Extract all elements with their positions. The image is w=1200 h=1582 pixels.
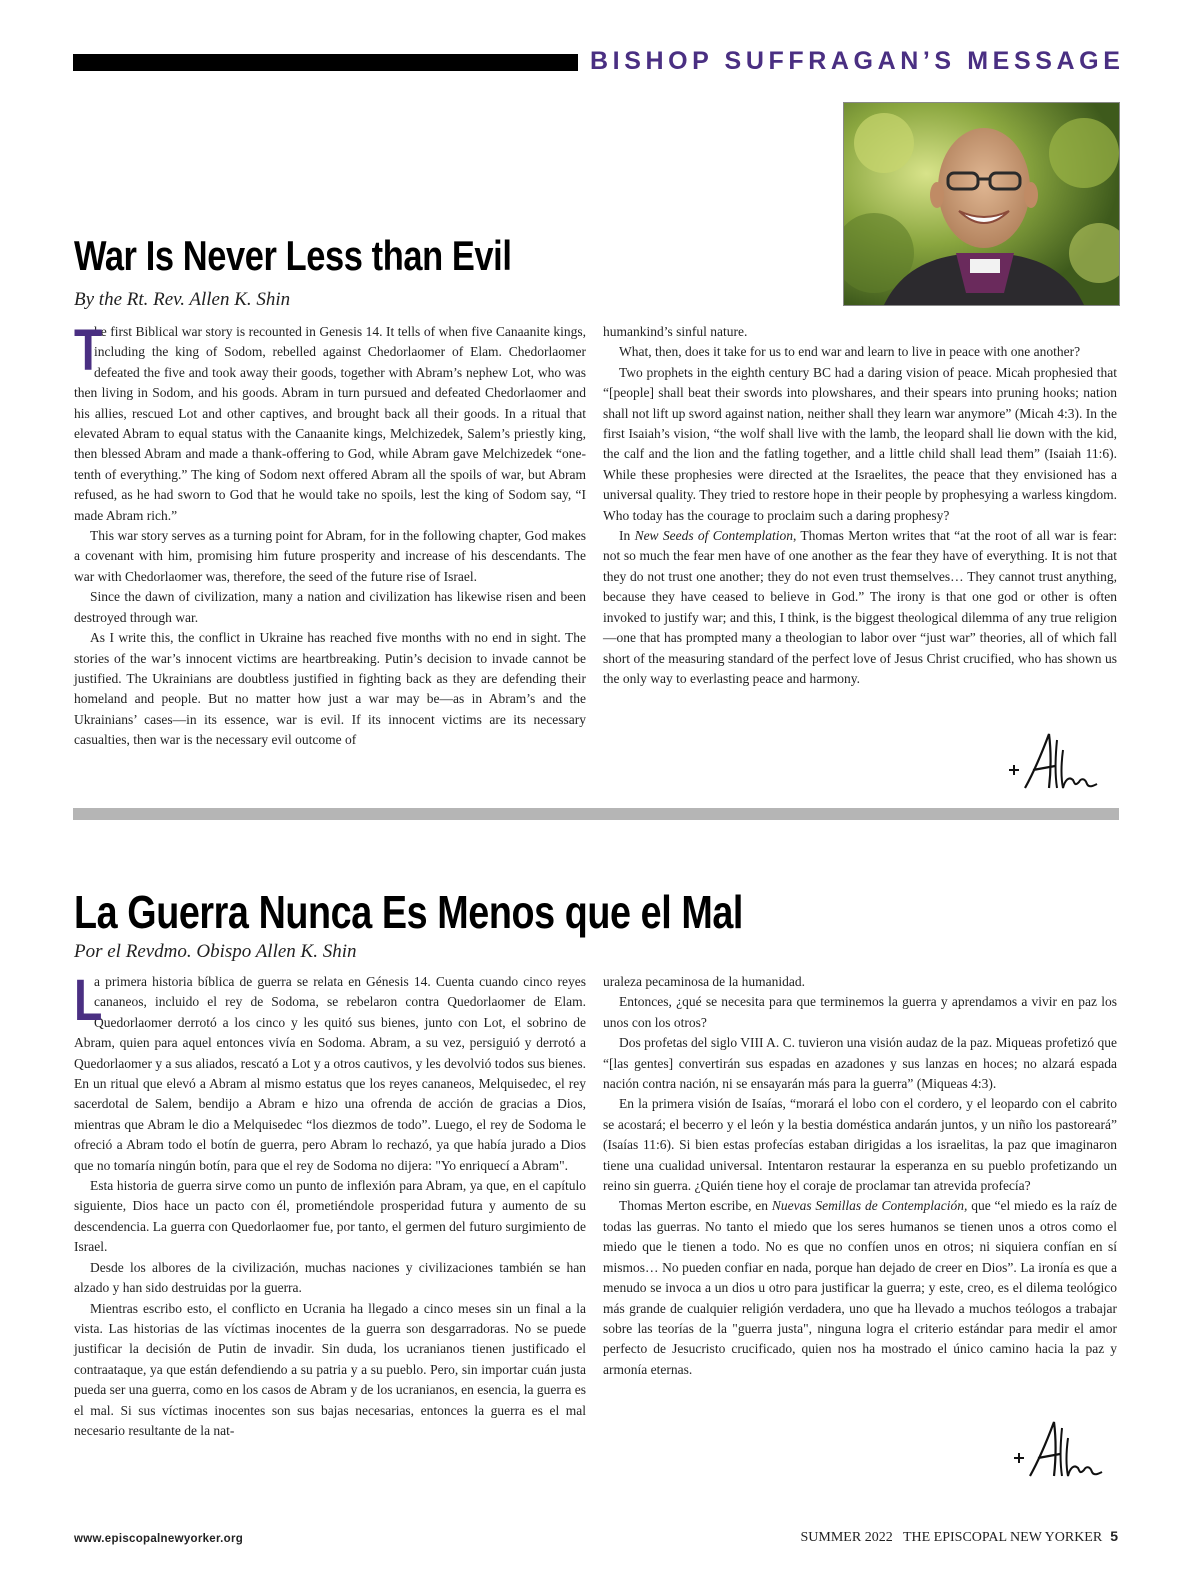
signature-allen bbox=[1005, 730, 1100, 800]
spanish-paragraph-3: Desde los albores de la civilización, muchas naciones y civilizaciones también se han alzado y han sido destruidas por la guerra. bbox=[74, 1259, 586, 1296]
spanish-paragraph-1: L a primera historia bíblica de guerra se relata en Génesis 14. Cuenta cuando cinco reyes cananeos, incluido el rey de Sodoma, se rebelaron contra Quedorlaomer de Elam. Quedorlaomer derrotó a los cinco y les quitó sus bienes, junto con Lot, el sobrino de Abram, quien para aquel entonces vivía en Sodoma. Abram, a su vez, persiguió y derrotó a Quedorlaomer y a sus aliados, rescató a Lot y a otros cautivos, y les devolvió todos sus bienes. En un ritual que elevó a Abram al mismo estatus que los reyes cananeos, Melquisedec, el rey sacerdotal de Salem, bendijo a Abram e hizo una ofrenda de acción de gracias a Dios, mientras que Abram le dio a Melquisedec “los diezmos de todo”. Luego, el rey de Sodoma le ofreció a Abram todo el botín de guerra, pero Abram lo rechazó, ya que había jurado a Dios que no tomaría ningún botín, para que el rey de Sodoma no dijera: "Yo enriquecí a Abram". bbox=[74, 968, 586, 1173]
english-paragraph-3: Since the dawn of civilization, many a nation and civilization has likewise risen and been destroyed through war. bbox=[74, 589, 586, 625]
page-number: 5 bbox=[1110, 1528, 1118, 1544]
spanish-paragraph-8: En la primera visión de Isaías, “morará el lobo con el cordero, y el leopardo con el cabrito se acostará; el becerro y el león y la bestia doméstica andarán juntos, y un niño los pastoreará” (Isaías 11:6). Si bien estas profecías estaban dirigidas a los israelitas, la paz que imaginaron tiene una cualidad universal. Intentaron restaurar la esperanza en su pueblo profetizando un reino sin guerra. ¿Quién tiene hoy el coraje de proclamar tan atrevida profecía? bbox=[603, 1096, 1117, 1194]
spanish-byline: Por el Revdmo. Obispo Allen K. Shin bbox=[74, 941, 357, 962]
footer-website-link[interactable]: www.episcopalnewyorker.org bbox=[74, 1533, 244, 1545]
english-paragraph-1: T he first Biblical war story is recounted in Genesis 14. It tells of when five Canaanite kings, including the king of Sodom, rebelled against Chedorlaomer of Elam. Chedorlaomer defeated the five and took away their goods, together with Abram’s nephew Lot, who was then living in Sodom, and his goods. Abram in turn pursued and defeated Chedorlaomer and his allies, rescued Lot and other captives, and brought back all their goods. In a ritual that elevated Abram to equal status with the Canaanite kings, Melchizedek, Salem’s priestly king, then blessed Abram and made a thank-offering to God, while Abram gave Melchizedek “one-tenth of everything.” The king of Sodom next offered Abram all the spoils of war, but Abram refused, as he had sworn to God that he would take no spoils, lest the king of Sodom say, “I made Abram rich.” bbox=[74, 318, 586, 523]
english-byline: By the Rt. Rev. Allen K. Shin bbox=[74, 289, 291, 310]
spanish-column-right bbox=[603, 972, 1117, 1380]
header-rule bbox=[73, 54, 578, 71]
spanish-paragraph-5: uraleza pecaminosa de la humanidad. bbox=[603, 974, 806, 989]
english-paragraph-6: What, then, does it take for us to end war and learn to live in peace with one another? bbox=[619, 344, 1081, 360]
signature-allen bbox=[1010, 1418, 1105, 1488]
spanish-paragraph-4: Mientras escribo esto, el conflicto en Ucrania ha llegado a cinco meses sin un final a la vista. Las historias de las víctimas inocentes de la guerra son desgarradoras. No se puede justificar la decisión de Putin de invadir. Sin duda, los ucranianos tienen justificado el contraataque, ya que están defendiendo a su patria y a su pueblo. Pero, sin importar cuán justa pueda ser una guerra, como en los casos de Abram y de los ucranianos, en esencia, la guerra es el mal. Si sus víctimas inocentes son sus bajas necesarias, entonces la guerra es el mal necesario resultante de la nat- bbox=[74, 1300, 586, 1438]
spanish-paragraph-6: Entonces, ¿qué se necesita para que terminemos la guerra y aprendamos a vivir en paz los unos con los otros? bbox=[603, 994, 1117, 1030]
drop-cap: L bbox=[74, 968, 103, 1033]
bishop-portrait-photo bbox=[843, 102, 1120, 306]
english-paragraph-2: This war story serves as a turning point for Abram, for in the following chapter, God makes a covenant with him, promising him future prosperity and increase of his descendants. The war with Chedorlaomer was, therefore, the seed of the future rise of Israel. bbox=[74, 528, 586, 584]
footer-issue-info bbox=[801, 1528, 1118, 1546]
spanish-paragraph-7: Dos profetas del siglo VIII A. C. tuvieron una visión audaz de la paz. Miqueas profetizó que “[las gentes] convertirán sus espadas en azadones y sus lanzas en hoces; no alzará espada nación contra nación, ni se ensayarán más para la guerra” (Miqueas 4:3). bbox=[603, 1035, 1117, 1092]
spanish-paragraph-9: Thomas Merton escribe, en Nuevas Semillas de Contemplación, que “el miedo es la raíz de todas las guerras. No tanto el miedo que los seres humanos se tienen unos a otros como el miedo que le tienen a todo. No es que no confíen unos en otros; ni siquiera confían en sí mismos… No pueden confiar en nada, porque han dejado de creer en Dios”. La ironía es que a menudo se invoca a un dios u otro para justificar la guerra; y este, creo, es el dilema teológico más grande de cualquier religión verdadera, uno que ha llevado a muchos teólogos a trabajar sobre las teorías de la "guerra justa", ninguna logra el criterio estándar para medir el amor perfecto de Jesucristo crucificado, quien nos ha mostrado el único camino hacia la paz y armonía eternas. bbox=[603, 1198, 1117, 1377]
spanish-column-left bbox=[74, 968, 586, 1441]
english-column-right bbox=[603, 322, 1117, 689]
drop-cap: T bbox=[74, 318, 103, 383]
english-paragraph-4: As I write this, the conflict in Ukraine has reached five months with no end in sight. The stories of the war’s innocent victims are heartbreaking. Putin’s decision to invade cannot be justified. The Ukrainians are doubtless justified in fighting back as they are defending their homeland and people. But no matter how just a war may be—as in Abram’s and the Ukrainians’ cases—in its essence, war is evil. If its innocent victims are its necessary casualties, then war is the necessary evil outcome of bbox=[74, 630, 586, 748]
footer-issue: SUMMER 2022 THE EPISCOPAL NEW YORKER bbox=[800, 1530, 1103, 1545]
english-paragraph-8: In New Seeds of Contemplation, Thomas Merton writes that “at the root of all war is fear: not so much the fear men have of one another as the fear they have of everything. It is not that they do not trust one another; they do not even trust themselves… They cannot trust anything, because they have ceased to believe in God.” The irony is that one god or other is often invoked to justify war; and this, I think, is the biggest theological dilemma of any true religion—one that has prompted many a theologian to labor over “just war” theories, all of which fall short of the measuring standard of the perfect love of Jesus Christ crucified, who has shown us the only way to everlasting peace and harmony. bbox=[603, 528, 1117, 686]
spanish-article-title: La Guerra Nunca Es Menos que el Mal bbox=[74, 886, 744, 938]
section-divider bbox=[73, 808, 1119, 820]
section-title: BISHOP SUFFRAGAN’S MESSAGE bbox=[590, 47, 1125, 75]
english-article-title: War Is Never Less than Evil bbox=[74, 232, 512, 279]
english-paragraph-7: Two prophets in the eighth century BC had a daring vision of peace. Micah prophesied that “[people] shall beat their swords into plowshares, and their spears into pruning hooks; nation shall not lift up sword against nation, neither shall they learn war anymore” (Micah 4:3). In the first Isaiah’s vision, “the wolf shall live with the lamb, the leopard shall lie down with the kid, the calf and the lion and the fatling together, and a little child shall lead them” (Isaiah 11:6). While these prophesies were directed at the Israelites, the peace that they envisioned has a universal quality. They tried to restore hope in their people by prophesying a warless kingdom. Who today has the courage to proclaim such a daring prophesy? bbox=[603, 364, 1117, 523]
english-paragraph-5: humankind’s sinful nature. bbox=[603, 324, 748, 339]
spanish-paragraph-2: Esta historia de guerra sirve como un punto de inflexión para Abram, ya que, en el capítulo siguiente, Dios hace un pacto con él, prometiéndole prosperidad futura y aumento de su descendencia. La guerra con Quedorlaomer fue, por tanto, el germen del futuro surgimiento de Israel. bbox=[74, 1178, 586, 1255]
english-column-left bbox=[74, 318, 586, 751]
